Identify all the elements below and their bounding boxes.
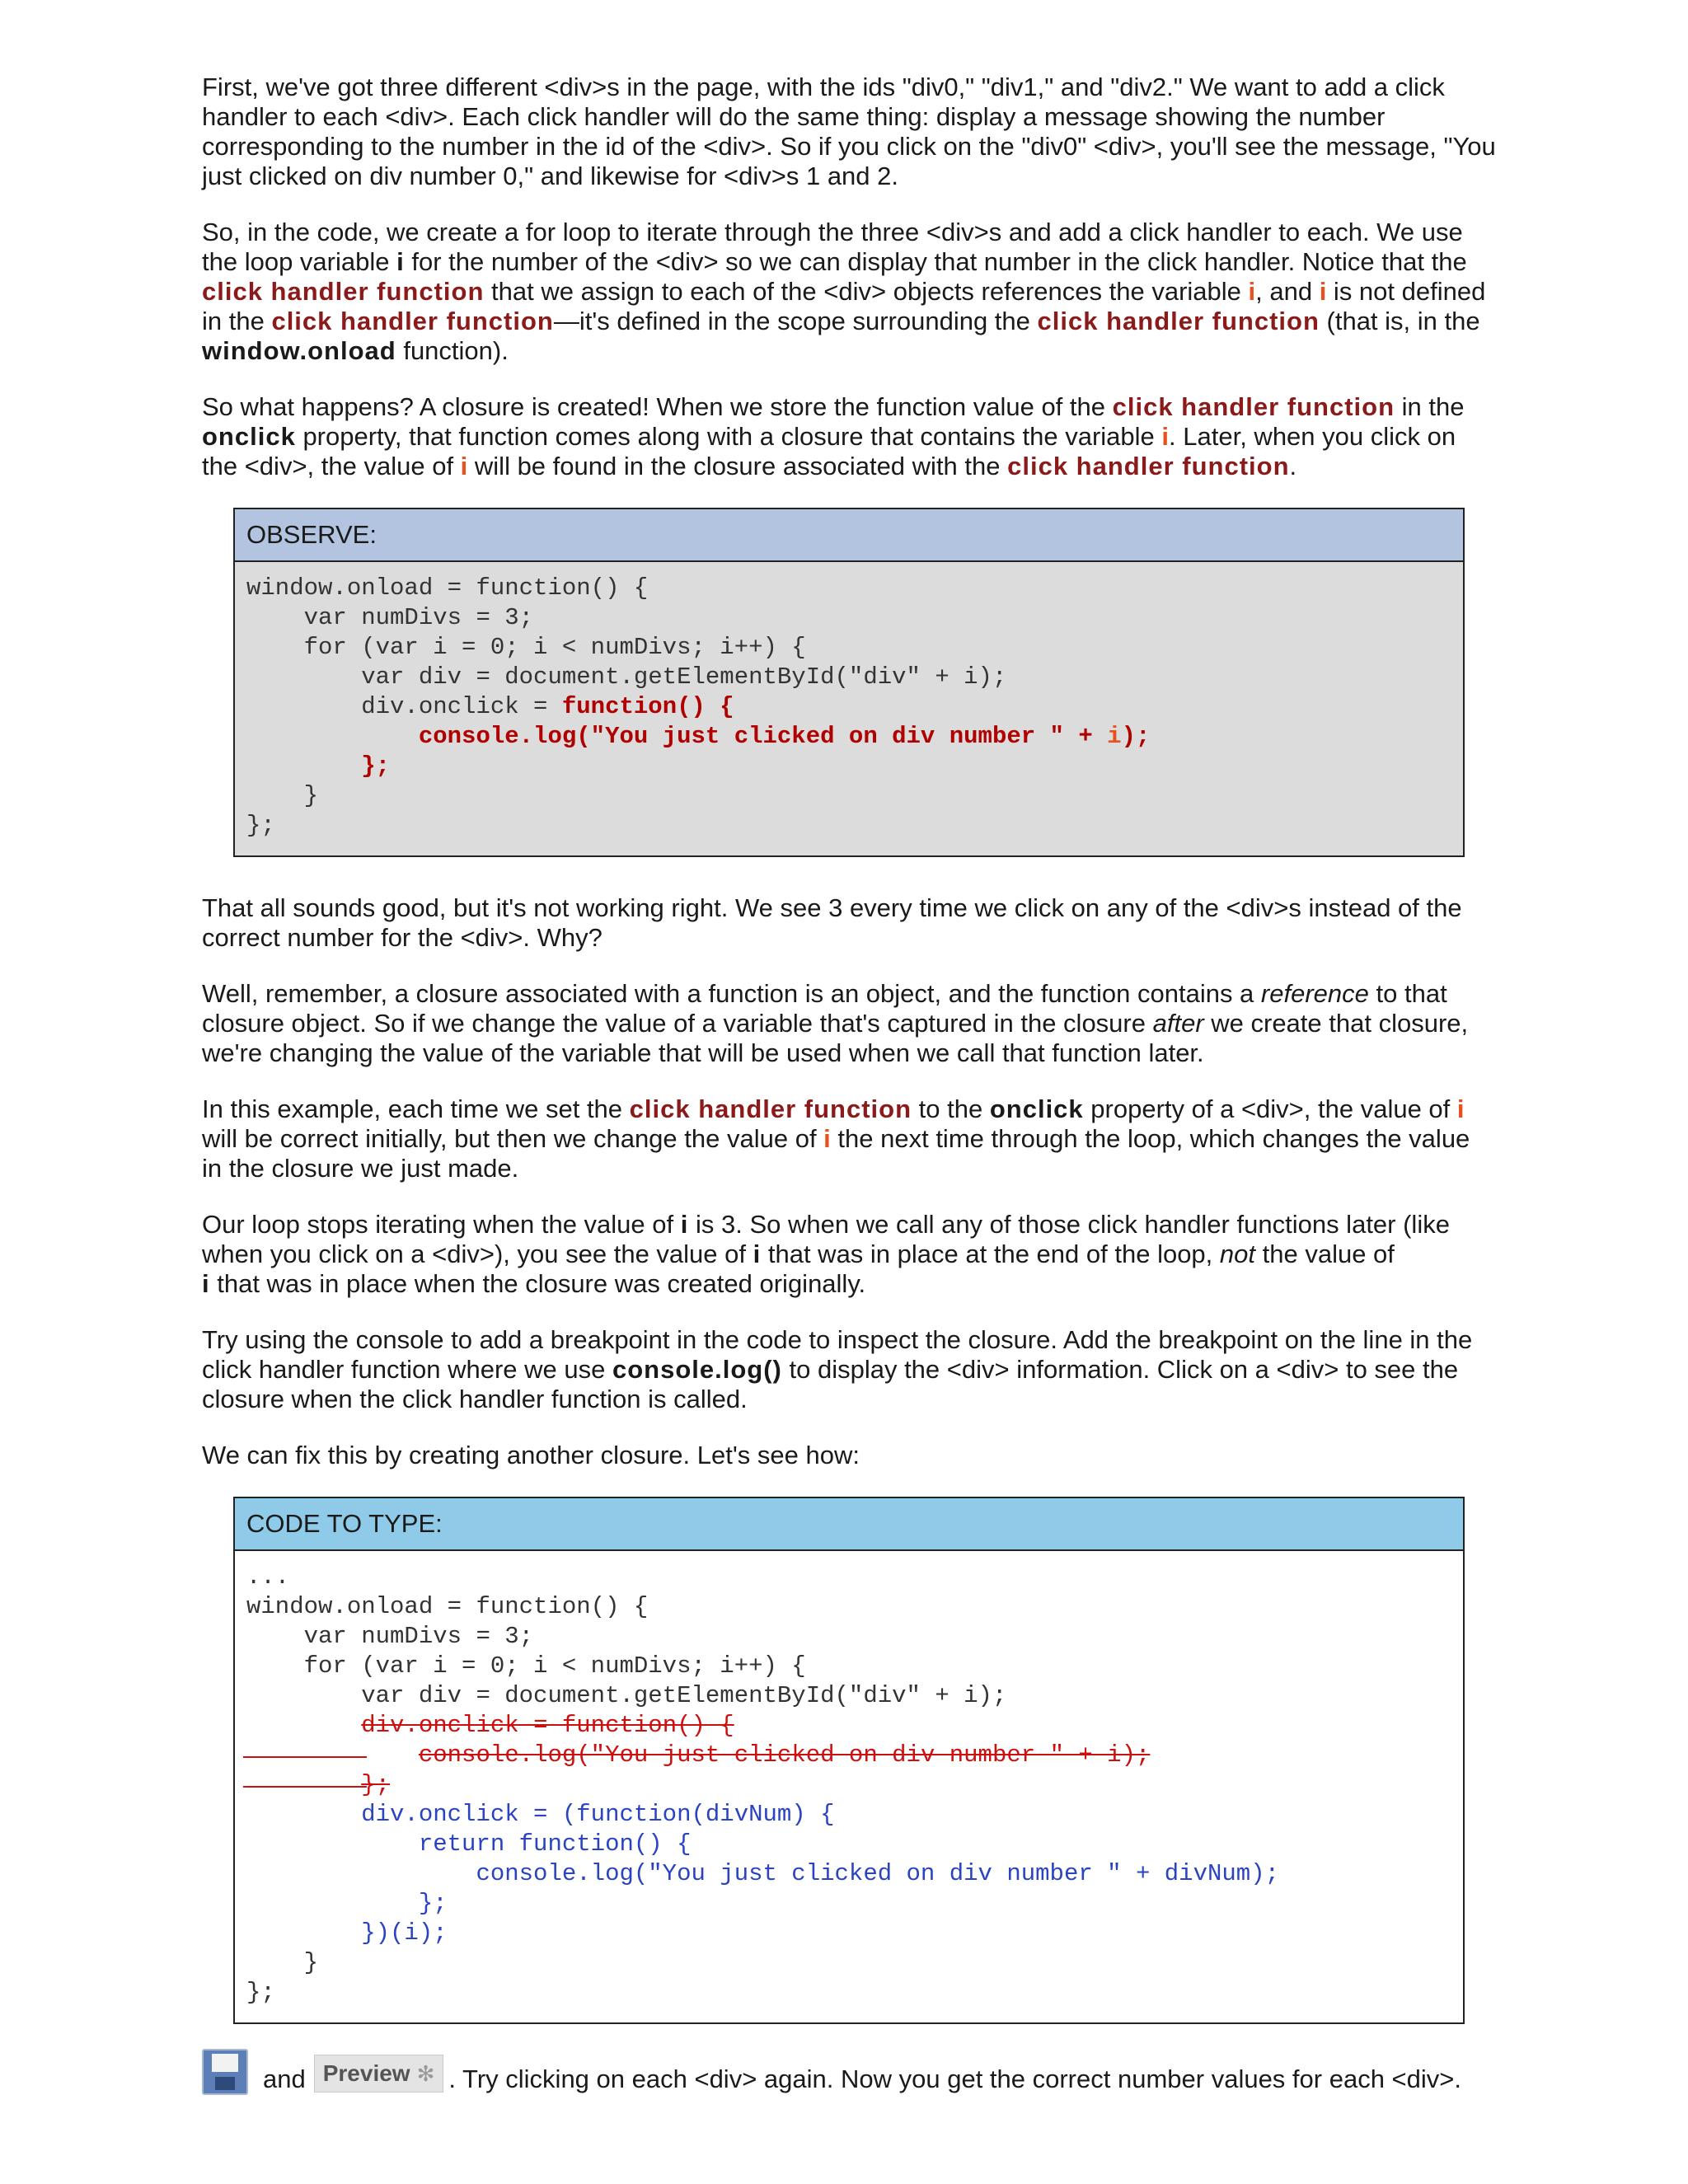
text: In this example, each time we set the [202, 1094, 630, 1123]
code-line: }; [246, 812, 275, 839]
text: property, that function comes along with a closure that contains the variable [295, 422, 1162, 451]
text: to display the <div> information. Click on a <div> to see the closure when the click handler function is called. [202, 1355, 1459, 1413]
text: . [1289, 452, 1297, 480]
code-seg: div.onclick = [246, 693, 562, 720]
gear-icon: ✻ [416, 2061, 435, 2086]
var-i: i [460, 452, 468, 480]
code-line: for (var i = 0; i < numDivs; i++) { [246, 634, 806, 661]
paragraph-reference [202, 979, 1496, 1068]
text: is 3. So when we call any of those click handler functions later (like when you click on a <div>), you see the value of [202, 1210, 1450, 1268]
code-line: }; [246, 1979, 275, 2006]
code-term: window.onload [202, 336, 396, 365]
code-line [246, 692, 1463, 722]
text: —it's defined in the scope surrounding the [553, 307, 1038, 335]
preview-label: Preview [322, 2060, 410, 2086]
code-line: var numDivs = 3; [246, 604, 534, 631]
code-line-deleted [246, 1770, 1463, 1800]
code-line: for (var i = 0; i < numDivs; i++) { [246, 1652, 806, 1680]
code-term: console.log() [612, 1355, 782, 1384]
code-line-added: }; [246, 1890, 448, 1917]
var-i: i [396, 247, 405, 276]
code-line: window.onload = function() { [246, 574, 649, 602]
text: Try using the console to add a breakpoint in the code to inspect the closure. Add the breakpoint on the line in the click handler function where we use [202, 1325, 1473, 1384]
text: we create that closure, we're changing the value of the variable that will be used when we call that function later. [202, 1009, 1469, 1067]
text: So, in the code, we create a for loop to iterate through the three <div>s and add a click handler to each. We use the loop variable [202, 218, 1463, 276]
emphasis: reference [1260, 979, 1369, 1008]
var-i: i [202, 1269, 210, 1298]
code-line: } [246, 1949, 319, 1976]
deleted-code: console.log("You just clicked on div number " + i); [418, 1741, 1151, 1769]
code-line: window.onload = function() { [246, 1593, 649, 1620]
text: will be correct initially, but then we change the value of [202, 1124, 824, 1153]
emphasis: after [1152, 1009, 1204, 1038]
code-seg: i [1107, 723, 1122, 750]
code-line-added: return function() { [246, 1830, 692, 1858]
code-seg: ); [1121, 723, 1151, 750]
paragraph-example [202, 1094, 1496, 1183]
paragraph-problem: That all sounds good, but it's not working right. We see 3 every time we click on any of the <div>s instead of the correct number for the <div>. Why? [202, 893, 1462, 952]
emphasis: not [1219, 1240, 1256, 1268]
paragraph-closure [202, 392, 1496, 481]
text: the value of [1255, 1240, 1395, 1268]
final-instruction [202, 2060, 1496, 2095]
text: Our loop stops iterating when the value of [202, 1210, 681, 1239]
keyword: click handler function [1112, 392, 1395, 421]
paragraph-breakpoint [202, 1325, 1496, 1414]
text: will be found in the closure associated with the [467, 452, 1008, 480]
code-line: }; [246, 752, 391, 780]
text: the next time through the loop, which changes the value in the closure we just made. [202, 1124, 1470, 1183]
keyword: click handler function [271, 307, 554, 335]
text: , and [1255, 277, 1320, 306]
var-i: i [753, 1240, 762, 1268]
text: function). [396, 336, 509, 365]
text: . Later, when you click on the <div>, the value of [202, 422, 1456, 480]
text: that was in place at the end of the loop, [761, 1240, 1220, 1268]
var-i: i [1319, 277, 1327, 306]
code-line-deleted [246, 1741, 1463, 1770]
observe-box [233, 508, 1465, 857]
deleted-code: div.onclick = function() { [361, 1712, 734, 1739]
text: Well, remember, a closure associated with a function is an object, and the function contains a [202, 979, 1261, 1008]
code-line: var numDivs = 3; [246, 1623, 534, 1650]
text: that was in place when the closure was created originally. [209, 1269, 866, 1298]
text: to that closure object. So if we change the value of a variable that's captured in the closure [202, 979, 1447, 1038]
code-line: } [246, 782, 319, 809]
code-to-type-title: CODE TO TYPE: [235, 1498, 1463, 1551]
observe-code [235, 562, 1463, 855]
code-to-type-code [235, 1551, 1463, 2022]
text: that we assign to each of the <div> objects references the variable [484, 277, 1249, 306]
text: is not defined in the [202, 277, 1486, 335]
keyword: click handler function [1037, 307, 1320, 335]
var-i: i [1456, 1094, 1465, 1123]
code-line: ... [246, 1563, 290, 1591]
text: in the [1395, 392, 1465, 421]
deleted-code: }; [361, 1771, 391, 1798]
code-term: onclick [202, 422, 296, 451]
preview-button[interactable] [314, 2055, 444, 2093]
paragraph-loop-stop [202, 1210, 1496, 1299]
text: to the [912, 1094, 990, 1123]
var-i: i [1248, 277, 1256, 306]
page-content [202, 73, 1496, 2095]
var-i: i [823, 1124, 831, 1153]
final-text: . Try clicking on each <div> again. Now you get the correct number values for each <div>. [448, 2064, 1461, 2093]
code-line: var div = document.getElementById("div" + i); [246, 1682, 1007, 1709]
text: for the number of the <div> so we can display that number in the click handler. Notice that the [404, 247, 1467, 276]
code-line-deleted [246, 1711, 1463, 1741]
var-i: i [1161, 422, 1170, 451]
code-seg: console.log("You just clicked on div number " + [246, 723, 1108, 750]
text: So what happens? A closure is created! When we store the function value of the [202, 392, 1113, 421]
keyword: click handler function [629, 1094, 912, 1123]
code-line-added: div.onclick = (function(divNum) { [246, 1801, 835, 1828]
and-text: and [263, 2064, 306, 2093]
code-seg: function() { [561, 693, 734, 720]
keyword: click handler function [1007, 452, 1290, 480]
text: property of a <div>, the value of [1083, 1094, 1457, 1123]
observe-title: OBSERVE: [235, 509, 1463, 562]
code-line [246, 722, 1463, 752]
paragraph-intro: First, we've got three different <div>s in the page, with the ids "div0," "div1," and "div2." We want to add a click handler to each <div>. Each click handler will do the same thing: display a message showing the number corresponding to the number in the id of the <div>. So if you click on the "div0" <div>, you'll see the message, "You just clicked on div number 0," and likewise for <div>s 1 and 2. [202, 73, 1496, 190]
var-i: i [680, 1210, 689, 1239]
code-line-added: })(i); [246, 1919, 448, 1947]
code-line: var div = document.getElementById("div" + i); [246, 663, 1007, 691]
code-line-added: console.log("You just clicked on div number " + divNum); [246, 1860, 1280, 1887]
paragraph-loop [202, 218, 1496, 366]
code-term: onclick [989, 1094, 1084, 1123]
code-to-type-box [233, 1497, 1465, 2024]
text: (that is, in the [1319, 307, 1480, 335]
paragraph-fix: We can fix this by creating another closure. Let's see how: [202, 1441, 860, 1469]
save-icon[interactable] [202, 2049, 248, 2095]
keyword: click handler function [202, 277, 485, 306]
